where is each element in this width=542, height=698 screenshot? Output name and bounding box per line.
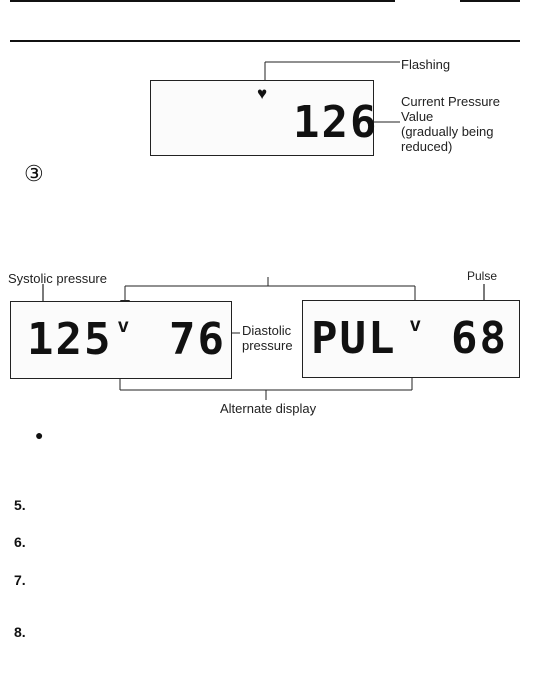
pulse-value: 68 xyxy=(451,313,508,364)
lcd-systolic-diastolic xyxy=(10,301,232,379)
bullet-icon: ● xyxy=(35,427,44,443)
label-pulse: Pulse xyxy=(467,269,498,283)
chevron-down-icon: v xyxy=(118,316,129,337)
label-diastolic-pressure: Diastolic pressure xyxy=(242,323,293,353)
step-number-5: 5. xyxy=(14,497,26,513)
step-number-7: 7. xyxy=(14,572,26,588)
heart-icon: ♥ xyxy=(257,84,268,103)
chevron-down-icon: v xyxy=(410,315,421,336)
step-3-marker: ③ xyxy=(24,161,44,186)
label-alternate-display: Alternate display xyxy=(220,401,317,416)
step-number-6: 6. xyxy=(14,534,26,550)
label-current-pressure: Current Pressure Value (gradually being reduced) xyxy=(401,94,500,154)
systolic-value: 125 xyxy=(27,314,113,365)
label-systolic-pressure: Systolic pressure xyxy=(8,271,107,286)
step-number-8: 8. xyxy=(14,624,26,640)
label-flashing: Flashing xyxy=(401,57,451,72)
current-pressure-value: 126 xyxy=(293,97,379,148)
lcd-pulse xyxy=(302,300,520,378)
pul-text: PUL xyxy=(311,313,397,364)
lcd-current-pressure xyxy=(150,80,379,156)
diastolic-value: 76 xyxy=(169,314,226,365)
